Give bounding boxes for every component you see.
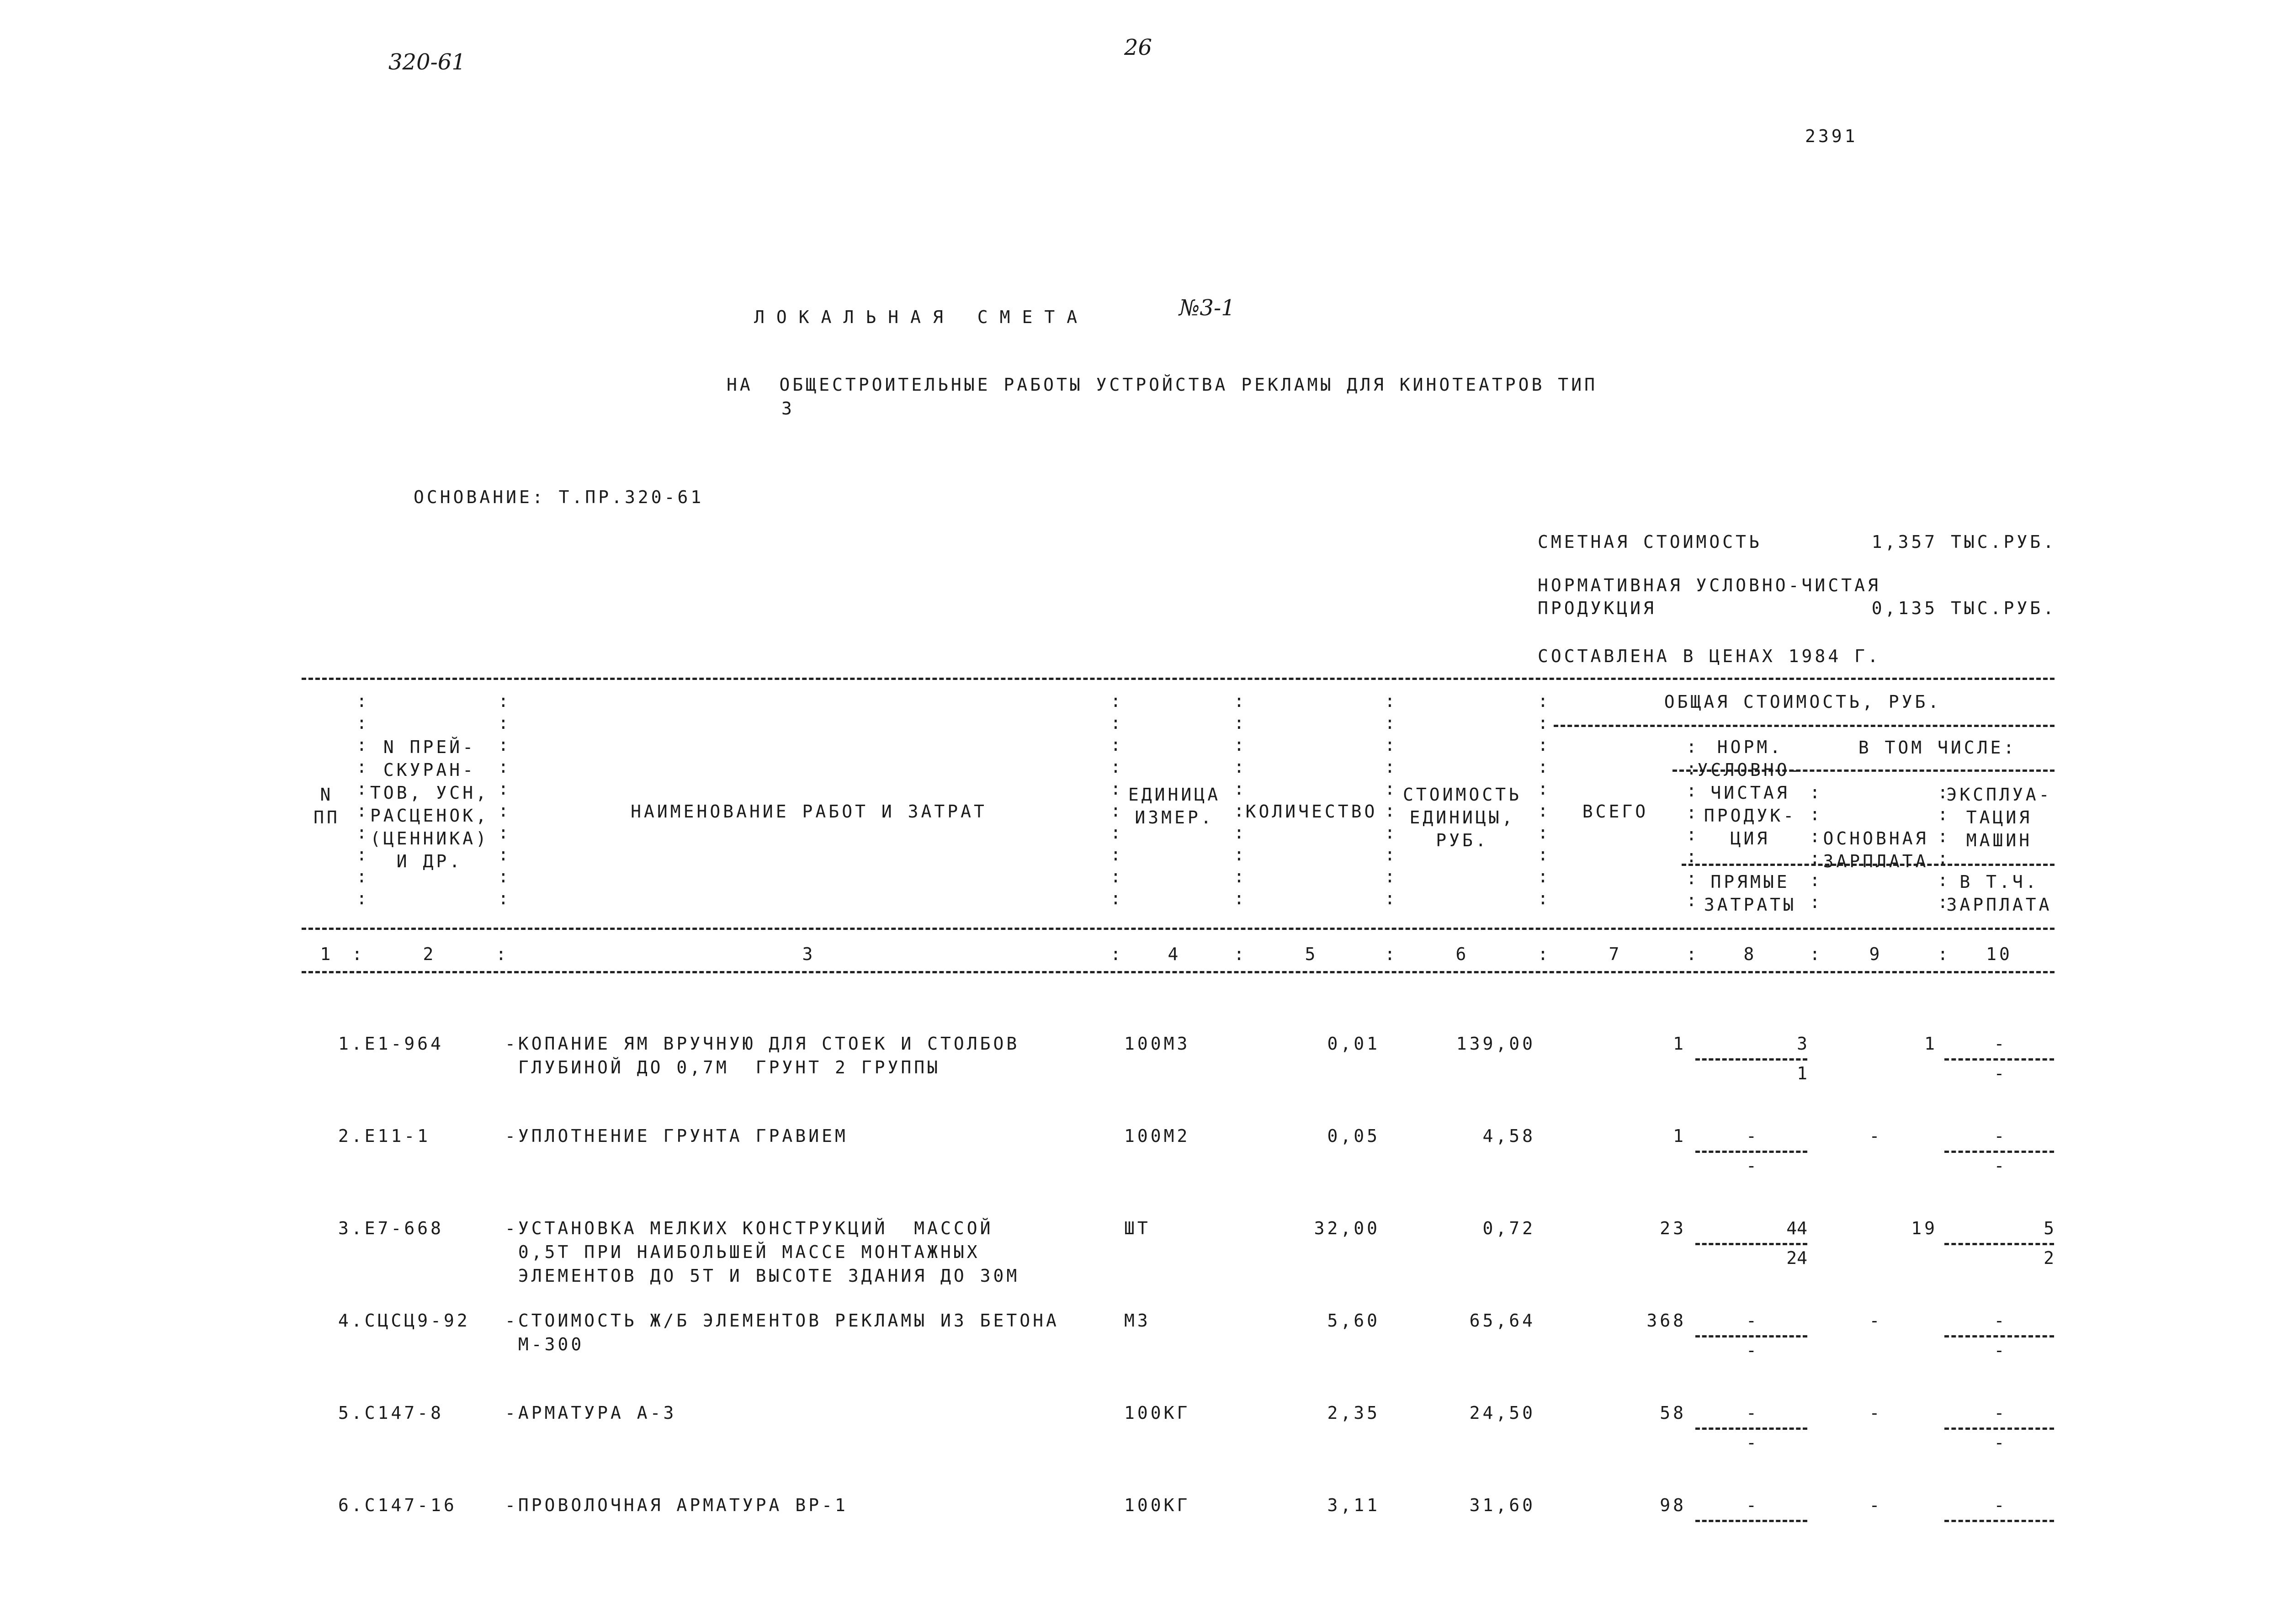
column-separator: : : : : : : : : : : <box>1538 691 1548 908</box>
estimate-subject-line2: 3 <box>781 398 795 419</box>
row-quantity: 5,60 <box>1327 1311 1380 1331</box>
header-in-total: В ТОМ ЧИСЛЕ: <box>1858 738 2017 758</box>
column-number-separators: : <box>1538 944 1548 964</box>
row-code: 1.Е1-964 <box>338 1034 444 1054</box>
row-code: 4.СЦСЦ9-92 <box>338 1311 470 1331</box>
row-unit-price: 65,64 <box>1469 1311 1535 1331</box>
row-col10-top: - <box>1994 1403 2005 1423</box>
column-separator: : : : : : : : : : : <box>498 691 509 908</box>
column-number: 10 <box>1986 944 2012 964</box>
row-total: 368 <box>1646 1311 1686 1331</box>
column-number-separators: : <box>1686 944 1697 964</box>
header-col8-bottom: ПРЯМЫЕ ЗАТРАТЫ <box>1704 872 1797 915</box>
column-number: 7 <box>1609 944 1622 964</box>
group-header-rule <box>1554 725 2055 727</box>
row-col10 <box>1944 1403 2054 1453</box>
column-numbers-rule <box>302 971 2055 973</box>
row-col8-bottom: - <box>1746 1156 1757 1176</box>
row-base-salary: - <box>1869 1126 1883 1146</box>
row-col8 <box>1695 1311 1807 1360</box>
row-base-salary: - <box>1869 1495 1883 1515</box>
column-number-separators: : <box>496 944 506 964</box>
row-unit-price: 24,50 <box>1469 1403 1535 1423</box>
column-separator: : : : : : : <box>1938 782 1948 912</box>
row-col10-bottom: - <box>1994 1340 2005 1360</box>
row-col8 <box>1695 1126 1807 1176</box>
row-total: 23 <box>1660 1218 1686 1238</box>
header-col8-top: НОРМ. УСЛОВНО- ЧИСТАЯ ПРОДУК- ЦИЯ <box>1697 737 1803 849</box>
column-number: 8 <box>1743 944 1757 964</box>
row-quantity: 0,05 <box>1327 1126 1380 1146</box>
row-col8 <box>1695 1403 1807 1453</box>
column-separator: : : : : : : : : : : <box>1234 691 1244 908</box>
column-number-separators: : <box>1938 944 1948 964</box>
row-quantity: 0,01 <box>1327 1034 1380 1054</box>
estimate-number: №3-1 <box>1179 295 1235 321</box>
row-code: 5.С147-8 <box>338 1403 444 1423</box>
row-col8-top: 3 <box>1797 1034 1807 1054</box>
row-base-salary: 19 <box>1911 1218 1938 1238</box>
row-col10-bottom: - <box>1994 1063 2005 1083</box>
row-col8-top: - <box>1746 1311 1757 1331</box>
row-unit: ШТ <box>1124 1218 1151 1238</box>
document-code: 320-61 <box>388 49 466 75</box>
header-col2: N ПРЕЙ- СКУРАН- ТОВ, УСН, РАСЦЕНОК, (ЦЕННИКА) И ДР. <box>370 737 489 871</box>
row-col8 <box>1695 1218 1807 1268</box>
header-col3: НАИМЕНОВАНИЕ РАБОТ И ЗАТРАТ <box>631 801 987 822</box>
column-number: 4 <box>1168 944 1181 964</box>
price-level-note: СОСТАВЛЕНА В ЦЕНАХ 1984 Г. <box>1538 646 1881 666</box>
row-quantity: 2,35 <box>1327 1403 1380 1423</box>
row-col8-top: - <box>1746 1495 1757 1515</box>
row-total: 1 <box>1673 1034 1686 1054</box>
row-total: 1 <box>1673 1126 1686 1146</box>
column-number-separators: : <box>352 944 362 964</box>
row-col8-bottom: 24 <box>1786 1248 1807 1268</box>
column-separator: : : : : : : : : : : <box>1385 691 1395 908</box>
row-col10-top: - <box>1994 1495 2005 1515</box>
row-col8-top: - <box>1746 1126 1757 1146</box>
row-col10 <box>1944 1495 2054 1525</box>
header-col5: КОЛИЧЕСТВО <box>1245 801 1378 822</box>
row-unit: 100КГ <box>1124 1403 1190 1423</box>
row-col8-divider <box>1695 1058 1807 1061</box>
row-quantity: 3,11 <box>1327 1495 1380 1515</box>
row-col8-divider <box>1695 1335 1807 1337</box>
row-code: 3.Е7-668 <box>338 1218 444 1238</box>
row-col10-bottom: 2 <box>2044 1248 2054 1268</box>
row-base-salary: - <box>1869 1311 1883 1331</box>
row-unit: 100М3 <box>1124 1034 1190 1054</box>
header-col7: ВСЕГО <box>1582 801 1649 822</box>
row-code: 2.Е11-1 <box>338 1126 431 1146</box>
row-col8-bottom: - <box>1746 1340 1757 1360</box>
normative-product-label-1: НОРМАТИВНАЯ УСЛОВНО-ЧИСТАЯ <box>1538 575 1881 595</box>
row-col8-bottom: 1 <box>1797 1063 1807 1083</box>
row-col10 <box>1944 1126 2054 1176</box>
row-unit-price: 31,60 <box>1469 1495 1535 1515</box>
row-col10-top: 5 <box>2044 1218 2054 1238</box>
header-col10-bottom: В Т.Ч. ЗАРПЛАТА <box>1946 872 2052 915</box>
row-col10 <box>1944 1034 2054 1083</box>
row-unit-price: 0,72 <box>1482 1218 1535 1238</box>
row-work-name: -УПЛОТНЕНИЕ ГРУНТА ГРАВИЕМ <box>505 1126 848 1146</box>
row-col10 <box>1944 1311 2054 1360</box>
row-quantity: 32,00 <box>1314 1218 1380 1238</box>
row-col10-bottom: - <box>1994 1433 2005 1453</box>
row-col8-divider <box>1695 1520 1807 1522</box>
row-col10-divider <box>1944 1243 2054 1245</box>
row-col10-divider <box>1944 1428 2054 1430</box>
row-unit: 100М2 <box>1124 1126 1190 1146</box>
row-code: 6.С147-16 <box>338 1495 457 1515</box>
column-number: 2 <box>423 944 436 964</box>
row-col10-divider <box>1944 1335 2054 1337</box>
row-col10-divider <box>1944 1151 2054 1153</box>
row-col10-top: - <box>1994 1311 2005 1331</box>
row-base-salary: 1 <box>1924 1034 1938 1054</box>
table-top-rule <box>302 678 2055 680</box>
row-unit-price: 139,00 <box>1456 1034 1535 1054</box>
column-separator: : : : : : : : : : : <box>1110 691 1121 908</box>
row-col10 <box>1944 1218 2054 1268</box>
estimate-subject-line1: НА ОБЩЕСТРОИТЕЛЬНЫЕ РАБОТЫ УСТРОЙСТВА РЕКЛАМЫ ДЛЯ КИНОТЕАТРОВ ТИП <box>727 375 1598 395</box>
basis-text: ОСНОВАНИЕ: Т.ПР.320-61 <box>414 487 704 507</box>
estimated-cost-value: 1,357 ТЫС.РУБ. <box>1871 532 2056 552</box>
row-col10-bottom: - <box>1994 1156 2005 1176</box>
header-col1: N ПП <box>313 785 340 828</box>
column-separator: : : : : : : : : : : <box>356 691 367 908</box>
column-number: 6 <box>1455 944 1469 964</box>
column-number: 9 <box>1869 944 1883 964</box>
row-total: 58 <box>1660 1403 1686 1423</box>
row-col8-top: - <box>1746 1403 1757 1423</box>
row-work-name: -КОПАНИЕ ЯМ ВРУЧНУЮ ДЛЯ СТОЕК И СТОЛБОВ ГЛУБИНОЙ ДО 0,7М ГРУНТ 2 ГРУППЫ <box>505 1034 1020 1077</box>
row-col10-divider <box>1944 1058 2054 1061</box>
row-col8-bottom: - <box>1746 1433 1757 1453</box>
row-work-name: -АРМАТУРА А-3 <box>505 1403 677 1423</box>
header-col9: ОСНОВНАЯ ЗАРПЛАТА <box>1823 828 1929 871</box>
estimated-cost-label: СМЕТНАЯ СТОИМОСТЬ <box>1538 532 1762 552</box>
column-number-separators: : <box>1110 944 1121 964</box>
row-unit: 100КГ <box>1124 1495 1190 1515</box>
normative-product-label-2: ПРОДУКЦИЯ <box>1538 598 1657 618</box>
row-base-salary: - <box>1869 1403 1883 1423</box>
row-col8-top: 44 <box>1786 1218 1807 1238</box>
row-col8 <box>1695 1034 1807 1083</box>
estimate-title: ЛОКАЛЬНАЯ СМЕТА <box>754 307 1089 327</box>
header-group-total-cost: ОБЩАЯ СТОИМОСТЬ, РУБ. <box>1664 692 1942 712</box>
row-unit: М3 <box>1124 1311 1151 1331</box>
column-separator: : : : : : : <box>1810 782 1820 912</box>
column-number-separators: : <box>1385 944 1395 964</box>
column-separator: : : : : : : : : <box>1686 737 1697 910</box>
row-unit-price: 4,58 <box>1482 1126 1535 1146</box>
row-work-name: -ПРОВОЛОЧНАЯ АРМАТУРА ВР-1 <box>505 1495 848 1515</box>
column-number: 1 <box>320 944 334 964</box>
row-work-name: -СТОИМОСТЬ Ж/Б ЭЛЕМЕНТОВ РЕКЛАМЫ ИЗ БЕТОНА М-300 <box>505 1311 1059 1354</box>
row-col10-top: - <box>1994 1126 2005 1146</box>
normative-product-value: 0,135 ТЫС.РУБ. <box>1871 598 2056 618</box>
row-work-name: -УСТАНОВКА МЕЛКИХ КОНСТРУКЦИЙ МАССОЙ 0,5Т ПРИ НАИБОЛЬШЕЙ МАССЕ МОНТАЖНЫХ ЭЛЕМЕНТОВ ДО 5Т И ВЫСОТЕ ЗДАНИЯ ДО 30М <box>505 1218 1020 1286</box>
row-col10-top: - <box>1994 1034 2005 1054</box>
row-col10-divider <box>1944 1520 2054 1522</box>
sheet-number: 2391 <box>1805 126 1858 146</box>
row-col8-divider <box>1695 1428 1807 1430</box>
column-number: 3 <box>802 944 816 964</box>
page-number: 26 <box>1124 35 1152 60</box>
row-col8-divider <box>1695 1151 1807 1153</box>
row-col8 <box>1695 1495 1807 1525</box>
header-bottom-rule <box>302 928 2055 930</box>
row-total: 98 <box>1660 1495 1686 1515</box>
column-number-separators: : <box>1810 944 1820 964</box>
column-number: 5 <box>1305 944 1318 964</box>
header-col6: СТОИМОСТЬ ЕДИНИЦЫ, РУБ. <box>1403 785 1522 850</box>
header-col4: ЕДИНИЦА ИЗМЕР. <box>1128 785 1221 828</box>
row-col8-divider <box>1695 1243 1807 1245</box>
header-col10-top: ЭКСПЛУА- ТАЦИЯ МАШИН <box>1946 785 2052 850</box>
column-number-separators: : <box>1234 944 1244 964</box>
